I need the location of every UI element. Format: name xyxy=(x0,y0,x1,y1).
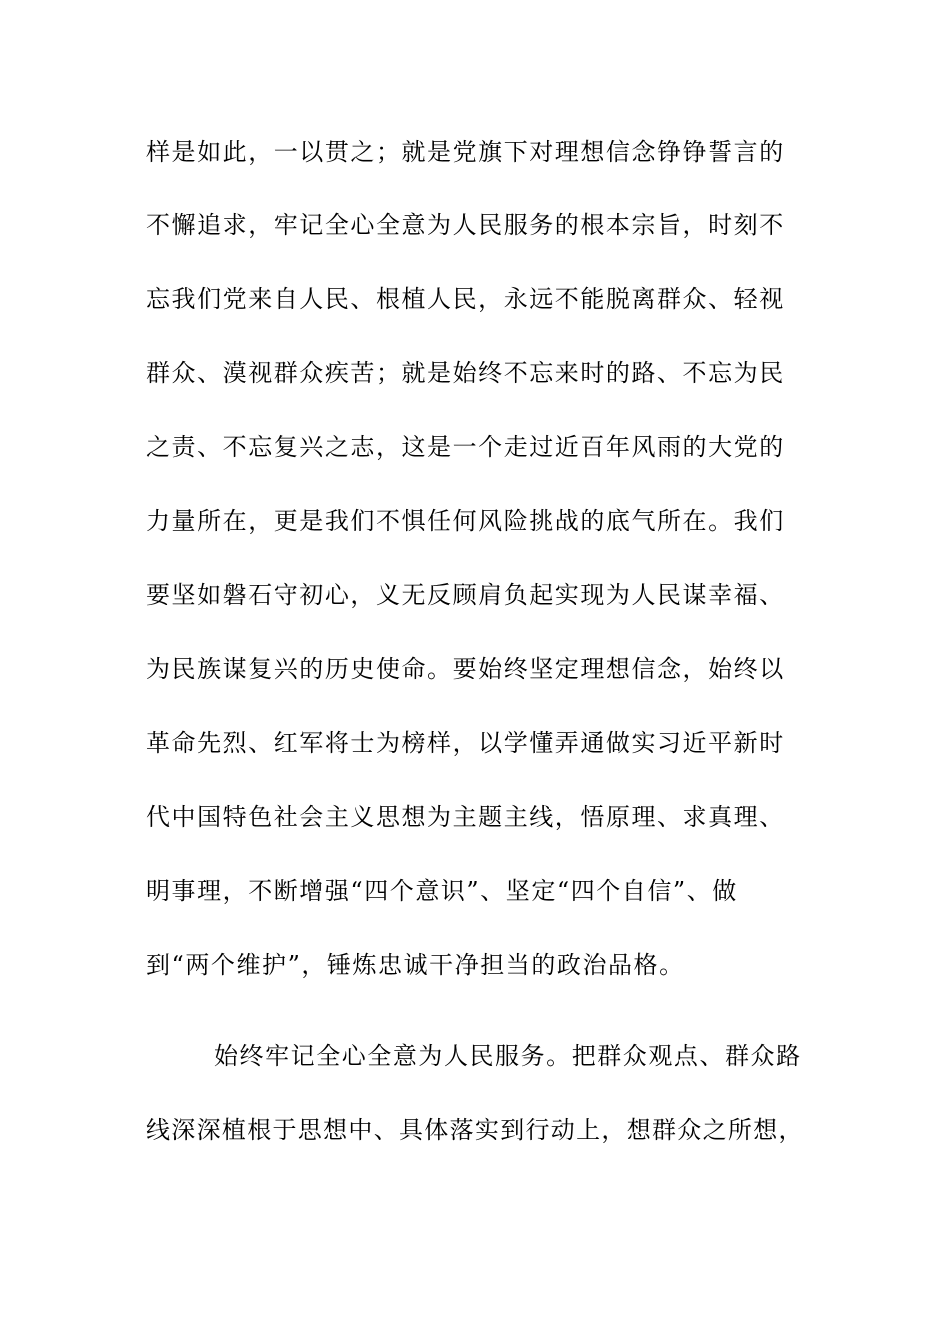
text-line: 力量所在，更是我们不惧任何风险挑战的底气所在。我们 xyxy=(146,507,785,535)
text-line: 忘我们党来自人民、根植人民，永远不能脱离群众、轻视 xyxy=(146,285,785,313)
text-line: 之责、不忘复兴之志，这是一个走过近百年风雨的大党的 xyxy=(146,433,785,461)
text-line: 要坚如磐石守初心，义无反顾肩负起实现为人民谋幸福、 xyxy=(146,581,785,609)
text-line: 为民族谋复兴的历史使命。要始终坚定理想信念，始终以 xyxy=(146,655,785,683)
text-line: 线深深植根于思想中、具体落实到行动上，想群众之所想， xyxy=(146,1116,804,1144)
text-line: 群众、漠视群众疾苦；就是始终不忘来时的路、不忘为民 xyxy=(146,359,785,387)
text-line: 不懈追求，牢记全心全意为人民服务的根本宗旨，时刻不 xyxy=(146,211,785,239)
text-line: 到“两个维护”，锤炼忠诚干净担当的政治品格。 xyxy=(146,951,685,979)
text-line: 代中国特色社会主义思想为主题主线，悟原理、求真理、 xyxy=(146,803,785,831)
paragraph-first-line: 始终牢记全心全意为人民服务。把群众观点、群众路 xyxy=(214,1042,802,1070)
text-line: 样是如此，一以贯之；就是党旗下对理想信念铮铮誓言的 xyxy=(146,138,785,166)
text-line: 明事理，不断增强“四个意识”、坚定“四个自信”、做 xyxy=(146,877,738,905)
text-line: 革命先烈、红军将士为榜样，以学懂弄通做实习近平新时 xyxy=(146,729,785,757)
